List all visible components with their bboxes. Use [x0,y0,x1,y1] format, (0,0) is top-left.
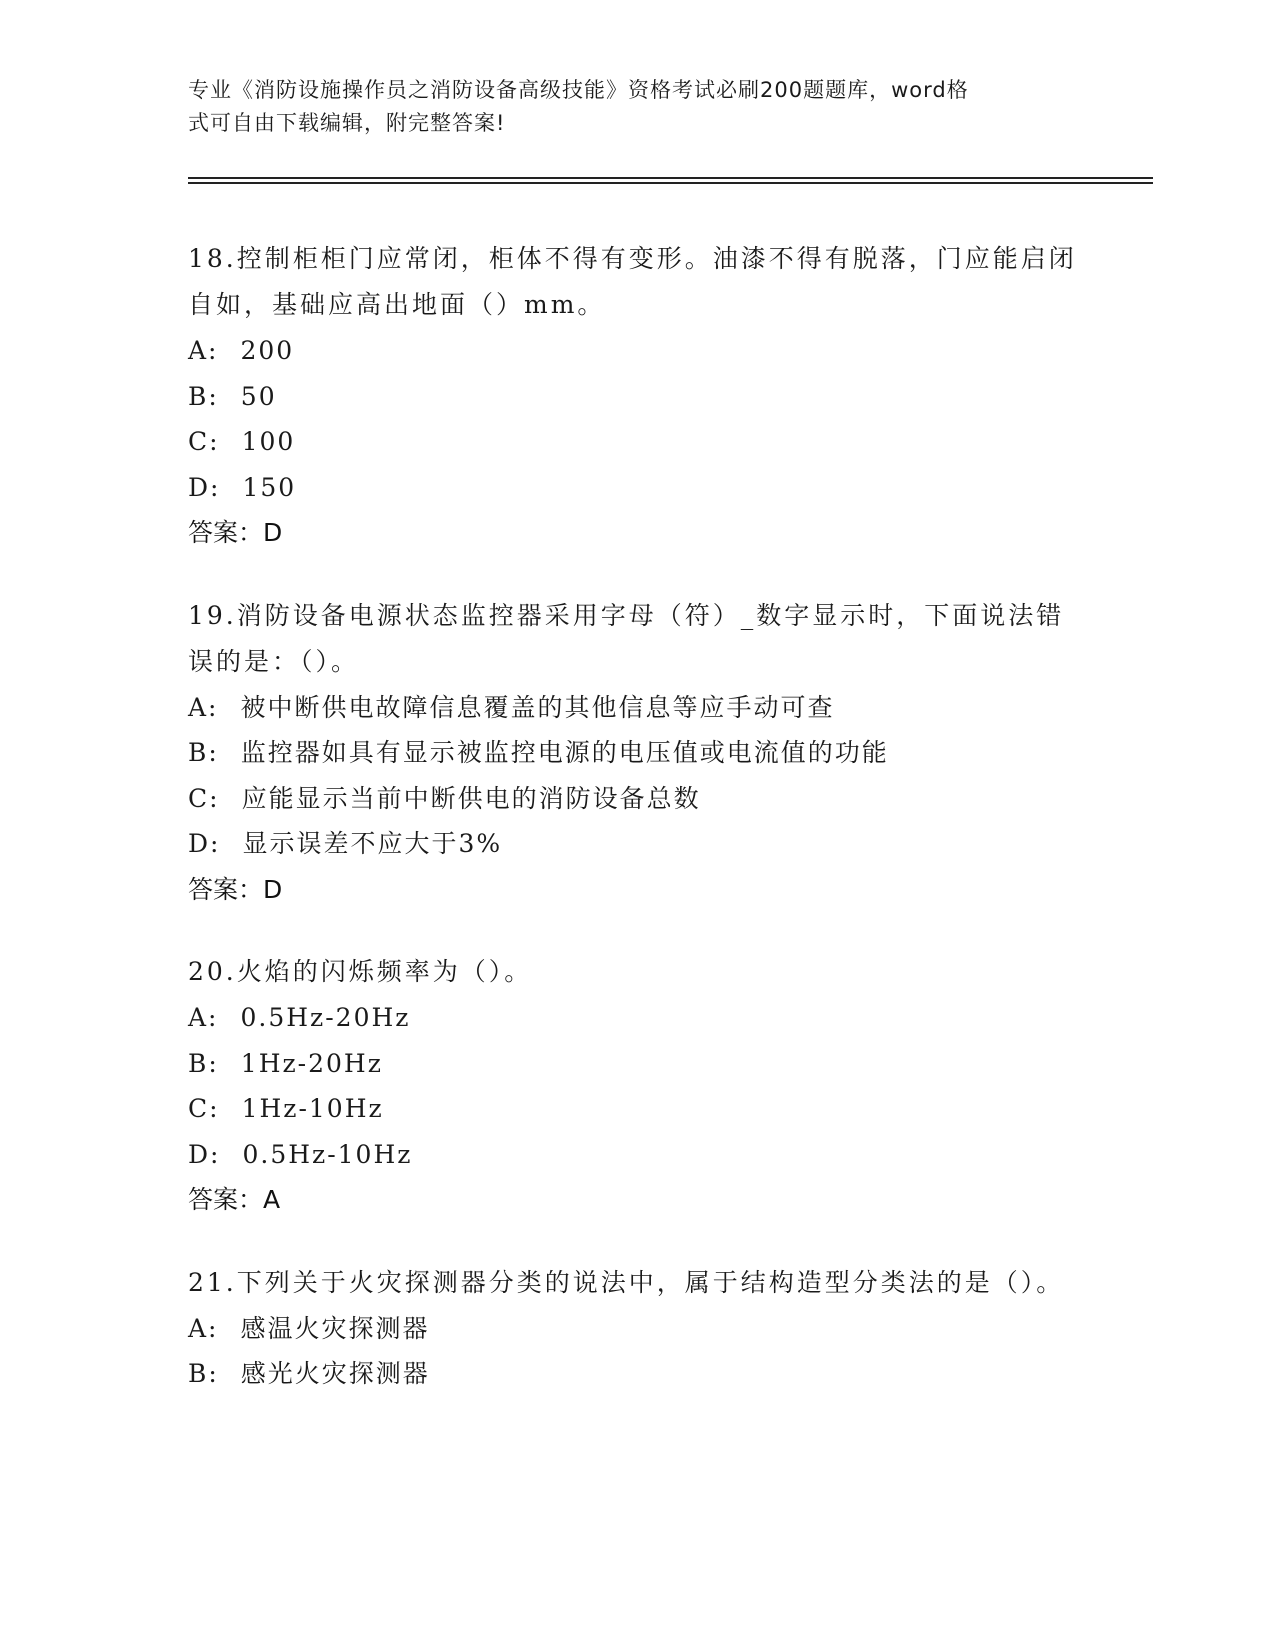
option-letter: C: [188,427,220,456]
question-text: 20.火焰的闪烁频率为（）。 [188,957,533,986]
option-text: 感光火灾探测器 [240,1359,430,1388]
option-letter: A: [188,1313,219,1343]
option-d [188,1132,1088,1178]
option-letter: D: [188,472,221,502]
option-b [188,730,1088,776]
option-d [188,465,1088,511]
option-letter: B: [188,1359,219,1388]
document-header [188,74,1068,140]
option-text: 感温火灾探测器 [240,1313,430,1343]
header-divider-top [188,177,1153,179]
option-a [188,685,1088,731]
option-d [188,821,1088,867]
question-text: 18.控制柜柜门应常闭，柜体不得有变形。油漆不得有脱落，门应能启闭自如，基础应高出地面（）mm。 [188,244,1077,319]
option-letter: C: [188,1094,220,1123]
option-letter: B: [188,738,219,767]
question-list [188,236,1088,1434]
question-21 [188,1260,1088,1397]
answer-line: 答案：A [188,1185,281,1214]
option-text: 应能显示当前中断供电的消防设备总数 [241,783,701,813]
option-text: 150 [242,472,297,502]
option-text: 0.5Hz-10Hz [242,1139,413,1169]
option-letter: A: [188,692,219,722]
option-a [188,1306,1088,1352]
option-c [188,419,1088,465]
answer-line: 答案：D [188,518,283,547]
option-text: 显示误差不应大于3% [242,829,503,858]
header-line-2: 式可自由下载编辑，附完整答案! [188,111,506,135]
option-letter: D: [188,1139,221,1169]
option-b [188,374,1088,420]
option-letter: C: [188,783,220,813]
question-20 [188,949,1088,1223]
option-letter: D: [188,829,221,858]
option-text: 100 [241,427,296,456]
question-18 [188,236,1088,556]
option-text: 50 [240,381,277,411]
answer-line: 答案：D [188,874,283,904]
option-a [188,995,1088,1041]
question-text: 21.下列关于火灾探测器分类的说法中，属于结构造型分类法的是（）。 [188,1267,1065,1297]
option-letter: A: [188,336,219,365]
question-text: 19.消防设备电源状态监控器采用字母（符）_数字显示时，下面说法错误的是：（）。 [188,600,1065,676]
option-text: 监控器如具有显示被监控电源的电压值或电流值的功能 [240,738,889,767]
option-text: 被中断供电故障信息覆盖的其他信息等应手动可查 [240,692,835,722]
option-b [188,1351,1088,1397]
option-text: 1Hz-20Hz [240,1048,383,1078]
option-text: 200 [240,336,295,365]
option-letter: B: [188,1048,219,1078]
option-text: 1Hz-10Hz [241,1094,384,1123]
option-a [188,328,1088,374]
option-letter: A: [188,1003,219,1032]
question-19 [188,593,1088,913]
header-line-1: 专业《消防设施操作员之消防设备高级技能》资格考试必刷200题题库，word格 [188,78,969,102]
option-c [188,1086,1088,1132]
option-letter: B: [188,381,219,411]
header-divider-bottom [188,182,1153,184]
option-text: 0.5Hz-20Hz [240,1003,411,1032]
option-b [188,1041,1088,1087]
option-c [188,776,1088,822]
